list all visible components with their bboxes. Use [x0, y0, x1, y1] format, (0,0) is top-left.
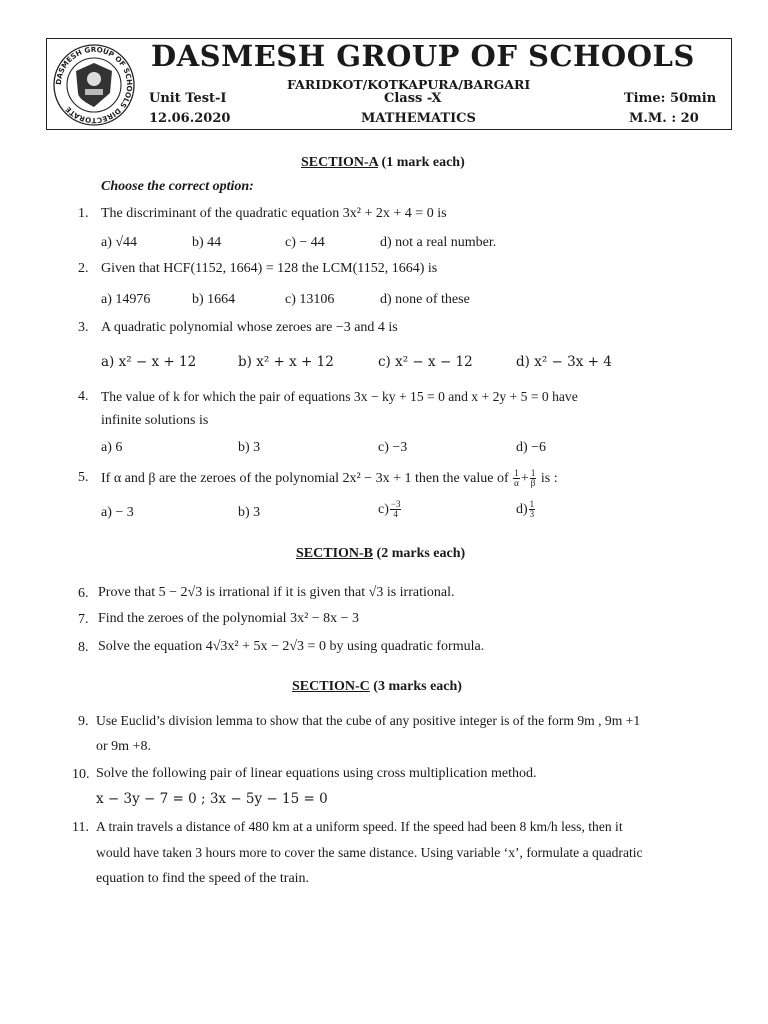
option-c: c) − 44: [285, 235, 325, 250]
question-text-continued: or 9m +8.: [96, 739, 151, 754]
section-a-heading: [301, 155, 465, 171]
question-text-continued: would have taken 3 hours more to cover the same distance. Using variable ‘x’, formulate a quadratic: [96, 845, 643, 860]
fraction-one-over-beta: [530, 469, 537, 489]
school-name: DASMESH GROUP OF SCHOOLS: [151, 39, 695, 73]
max-marks: M.M. : 20: [629, 111, 699, 126]
question-text: Prove that 5 − 2√3 is irrational if it is given that √3 is irrational.: [98, 585, 455, 600]
question-number: 1.: [78, 206, 89, 221]
option-label: c): [378, 502, 389, 518]
question-text-continued: equation to find the speed of the train.: [96, 871, 310, 886]
option-a: a) 14976: [101, 292, 151, 307]
option-d: [516, 500, 536, 520]
question-text-start: If α and β are the zeroes of the polynomial 2x² − 3x + 1 then the value of: [101, 471, 509, 487]
question-text: Find the zeroes of the polynomial 3x² − 8x − 3: [98, 611, 360, 626]
question-text: If α and β are the zeroes of the polynomial 2x² − 3x + 1 then the value of $\frac{1}{\alpha}$ + $\frac{1}{\beta}$ is :: [101, 468, 558, 489]
question-number: 9.: [78, 714, 89, 729]
question-number: 10.: [72, 767, 90, 782]
question-number: 4.: [78, 389, 89, 404]
question-text: The value of k for which the pair of equations 3x − ky + 15 = 0 and x + 2y + 5 = 0 have: [101, 389, 578, 404]
class-label: Class -X: [384, 91, 442, 106]
option-c: c) −3: [378, 440, 408, 455]
option-b: b) 44: [192, 235, 222, 250]
question-number: 11.: [72, 820, 89, 835]
equation-pair: x − 3y − 7 = 0 ; 3x − 5y − 15 = 0: [96, 791, 328, 807]
section-c-heading: [292, 679, 462, 695]
option-a: a) √44: [101, 235, 138, 250]
fraction-denominator: α: [514, 478, 519, 489]
option-d: d) x² − 3x + 4: [516, 354, 612, 370]
option-a: a) 6: [101, 440, 123, 455]
option-c: c) 13106: [285, 292, 335, 307]
svg-text:DASMESH GROUP OF SCHOOLS DIREC: DASMESH GROUP OF SCHOOLS DIRECTORATE: [53, 44, 135, 126]
question-text: Given that HCF(1152, 1664) = 128 the LCM(1152, 1664) is: [101, 261, 438, 276]
question-text: A train travels a distance of 480 km at a uniform speed. If the speed had been 8 km/h less, then it: [96, 819, 623, 834]
option-d: d) none of these: [380, 292, 470, 307]
question-text-end: is :: [540, 471, 558, 487]
option-b: b) 3: [238, 440, 261, 455]
section-a-marks: (1 mark each): [381, 155, 465, 170]
time-label: Time: 50min: [624, 91, 717, 106]
option-c: c) x² − x − 12: [378, 354, 473, 370]
question-text: Solve the equation 4√3x² + 5x − 2√3 = 0 by using quadratic formula.: [98, 639, 485, 654]
option-d: d) not a real number.: [380, 235, 497, 250]
option-b: b) x² + x + 12: [238, 354, 334, 370]
subject-label: MATHEMATICS: [361, 111, 476, 126]
question-text: Use Euclid’s division lemma to show that the cube of any positive integer is of the form 9m , 9m +1: [96, 713, 641, 728]
option-label: d): [516, 502, 528, 518]
header-box: [46, 38, 732, 130]
school-towns: FARIDKOT/KOTKAPURA/BARGARI: [287, 77, 531, 92]
section-b-heading: [296, 546, 465, 562]
option-d: d) −6: [516, 440, 547, 455]
section-c-marks: (3 marks each): [373, 679, 462, 694]
section-a-title: SECTION-A: [301, 155, 379, 170]
fraction-denominator: 3: [529, 509, 535, 520]
option-b: b) 3: [238, 505, 261, 520]
question-number: 3.: [78, 320, 89, 335]
fraction-one-over-alpha: [513, 469, 520, 489]
question-text-continued: infinite solutions is: [101, 413, 209, 428]
fraction-numerator: 1: [529, 499, 535, 509]
question-text: Solve the following pair of linear equations using cross multiplication method.: [96, 766, 537, 781]
question-number: 7.: [78, 612, 89, 627]
fraction-numerator: −3: [390, 499, 401, 509]
option-a: a) − 3: [101, 505, 134, 520]
instruction: Choose the correct option:: [101, 179, 254, 194]
question-number: 5.: [78, 470, 89, 485]
section-b-title: SECTION-B: [296, 546, 374, 561]
option-fraction: [390, 500, 402, 520]
option-c: [378, 500, 402, 520]
fraction-numerator: 1: [530, 468, 536, 478]
option-fraction: [529, 500, 536, 520]
fraction-denominator: 4: [393, 509, 398, 520]
fraction-denominator: β: [530, 478, 536, 489]
test-name: Unit Test-I: [149, 91, 227, 106]
option-a: a) x² − x + 12: [101, 354, 197, 370]
question-text: A quadratic polynomial whose zeroes are −3 and 4 is: [101, 320, 398, 335]
section-b-marks: (2 marks each): [376, 546, 466, 561]
question-number: 6.: [78, 586, 89, 601]
question-text: The discriminant of the quadratic equation 3x² + 2x + 4 = 0 is: [101, 206, 447, 221]
test-date: 12.06.2020: [149, 111, 231, 126]
fraction-numerator: 1: [514, 468, 519, 478]
question-number: 8.: [78, 640, 89, 655]
school-logo: [52, 43, 136, 127]
section-c-title: SECTION-C: [292, 679, 370, 694]
option-b: b) 1664: [192, 292, 236, 307]
question-number: 2.: [78, 261, 89, 276]
